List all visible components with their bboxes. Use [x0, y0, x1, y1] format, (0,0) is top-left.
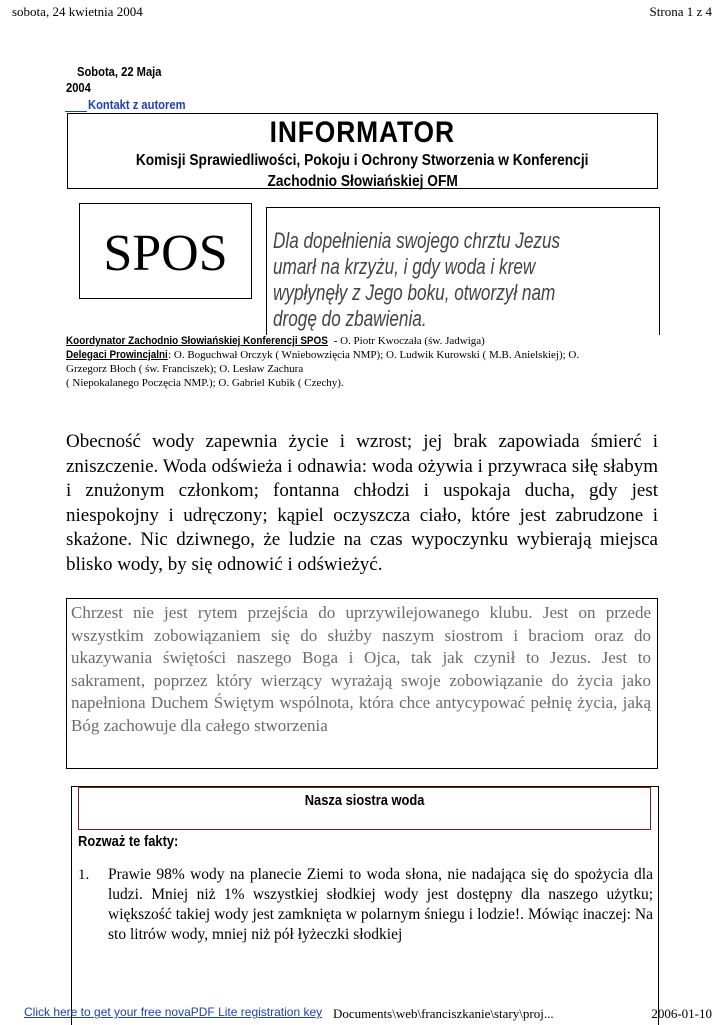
fact-item-number: 1.: [78, 867, 90, 883]
coordinator-separator: -: [330, 335, 341, 347]
contact-author-link[interactable]: Kontakt z autorem: [88, 97, 186, 112]
quote-line: wypłynęły z Jego boku, otworzył nam: [273, 280, 556, 305]
contact-underline-lead: [65, 111, 87, 112]
quote-line: drogę do zbawienia.: [273, 306, 427, 331]
masthead-box: [67, 113, 658, 189]
quote-text: [273, 228, 641, 332]
quote-box: [266, 207, 660, 335]
coordinator-value: O. Piotr Kwoczała (św. Jadwiga): [340, 335, 485, 347]
delegates-line1: : O. Boguchwał Orczyk ( Wniebowzięcia NMP); O. Ludwik Kurowski ( M.B. Anielskiej); O.: [168, 349, 580, 361]
fact-item-text: Prawie 98% wody na planecie Ziemi to woda słona, nie nadająca się do spożycia dla ludzi. Mniej niż 1% wszystkiej słodkiej wody jest dostępny dla naszego użytku; większość takiej wody jest zamknięta w polarnym śniegu i lodzie!. Mówiąc inaczej: Na sto litrów wody, mniej niż pół łyżeczki słodkiej: [108, 866, 653, 943]
issue-date: [66, 64, 175, 96]
registration-key-link[interactable]: Click here to get your free novaPDF Lite registration key: [24, 1005, 323, 1019]
intro-paragraph: Obecność wody zapewnia życie i wzrost; jej brak zapowiada śmierć i zniszczenie. Woda odświeża i odnawia: woda ożywia i przywraca siłę słabym i znużonym członkom; fontanna chłodzi i uspokaja ducha, gdy jest niespokojny i udręczony; kąpiel oczyszcza ciało, które jest zabrudzone i skażone. Nic dziwnego, że ludzie na czas wypoczynku wybierają miejsca blisko wody, by się odnowić i odświeżyć.: [66, 431, 658, 575]
footer-file-path: Documents\web\franciszkanie\stary\proj...: [333, 1006, 554, 1021]
article-heading: Nasza siostra woda: [304, 792, 425, 809]
coordinator-label: Koordynator Zachodnio Słowiańskiej Konferencji SPOS: [66, 335, 328, 347]
baptism-box: [66, 598, 658, 769]
footer-date: 2006-01-10: [651, 1006, 712, 1021]
spos-logo-box: [79, 203, 252, 299]
delegates-label: Delegaci Prowincjalni: [66, 349, 168, 361]
print-header-page-indicator: Strona 1 z 4: [649, 4, 712, 19]
delegates-line3: ( Niepokalanego Poczęcia NMP.); O. Gabriel Kubik ( Czechy).: [66, 377, 344, 389]
article-heading-box: [78, 787, 651, 830]
issue-date-line2: 2004: [66, 80, 91, 95]
issue-date-line1: Sobota, 22 Maja: [77, 64, 162, 79]
baptism-text: Chrzest nie jest rytem przejścia do uprzywilejowanego klubu. Jest on przede wszystkim zobowiązaniem się do służby naszym siostrom i braciom oraz do ukazywania świętości naszego Boga i Ojca, tak jak czynił to Jezus. Jest to sakrament, poprzez który wierzący wyrażają swoje zobowiązanie do życia jako napełniona Duchem Świętym wspólnota, która chce antycypować pełnię życia, jaką Bóg zachowuje dla całego stworzenia: [71, 603, 651, 735]
spos-logo-text: SPOS: [103, 225, 228, 282]
quote-line: Dla dopełnienia swojego chrztu Jezus: [273, 228, 561, 253]
masthead-title: INFORMATOR: [269, 116, 456, 149]
quote-line: umarł na krzyżu, i gdy woda i krew: [273, 254, 536, 279]
facts-heading: Rozważ te fakty:: [78, 833, 179, 850]
print-header-date: sobota, 24 kwietnia 2004: [12, 4, 143, 19]
officials-block: [66, 334, 579, 390]
delegates-line2: Grzegorz Błoch ( św. Franciszek); O. Lesław Zachura: [66, 363, 304, 375]
masthead-subtitle: Komisji Sprawiedliwości, Pokoju i Ochrony Stworzenia w Konferencji Zachodnio Słowiańskiej OFM: [136, 152, 589, 190]
